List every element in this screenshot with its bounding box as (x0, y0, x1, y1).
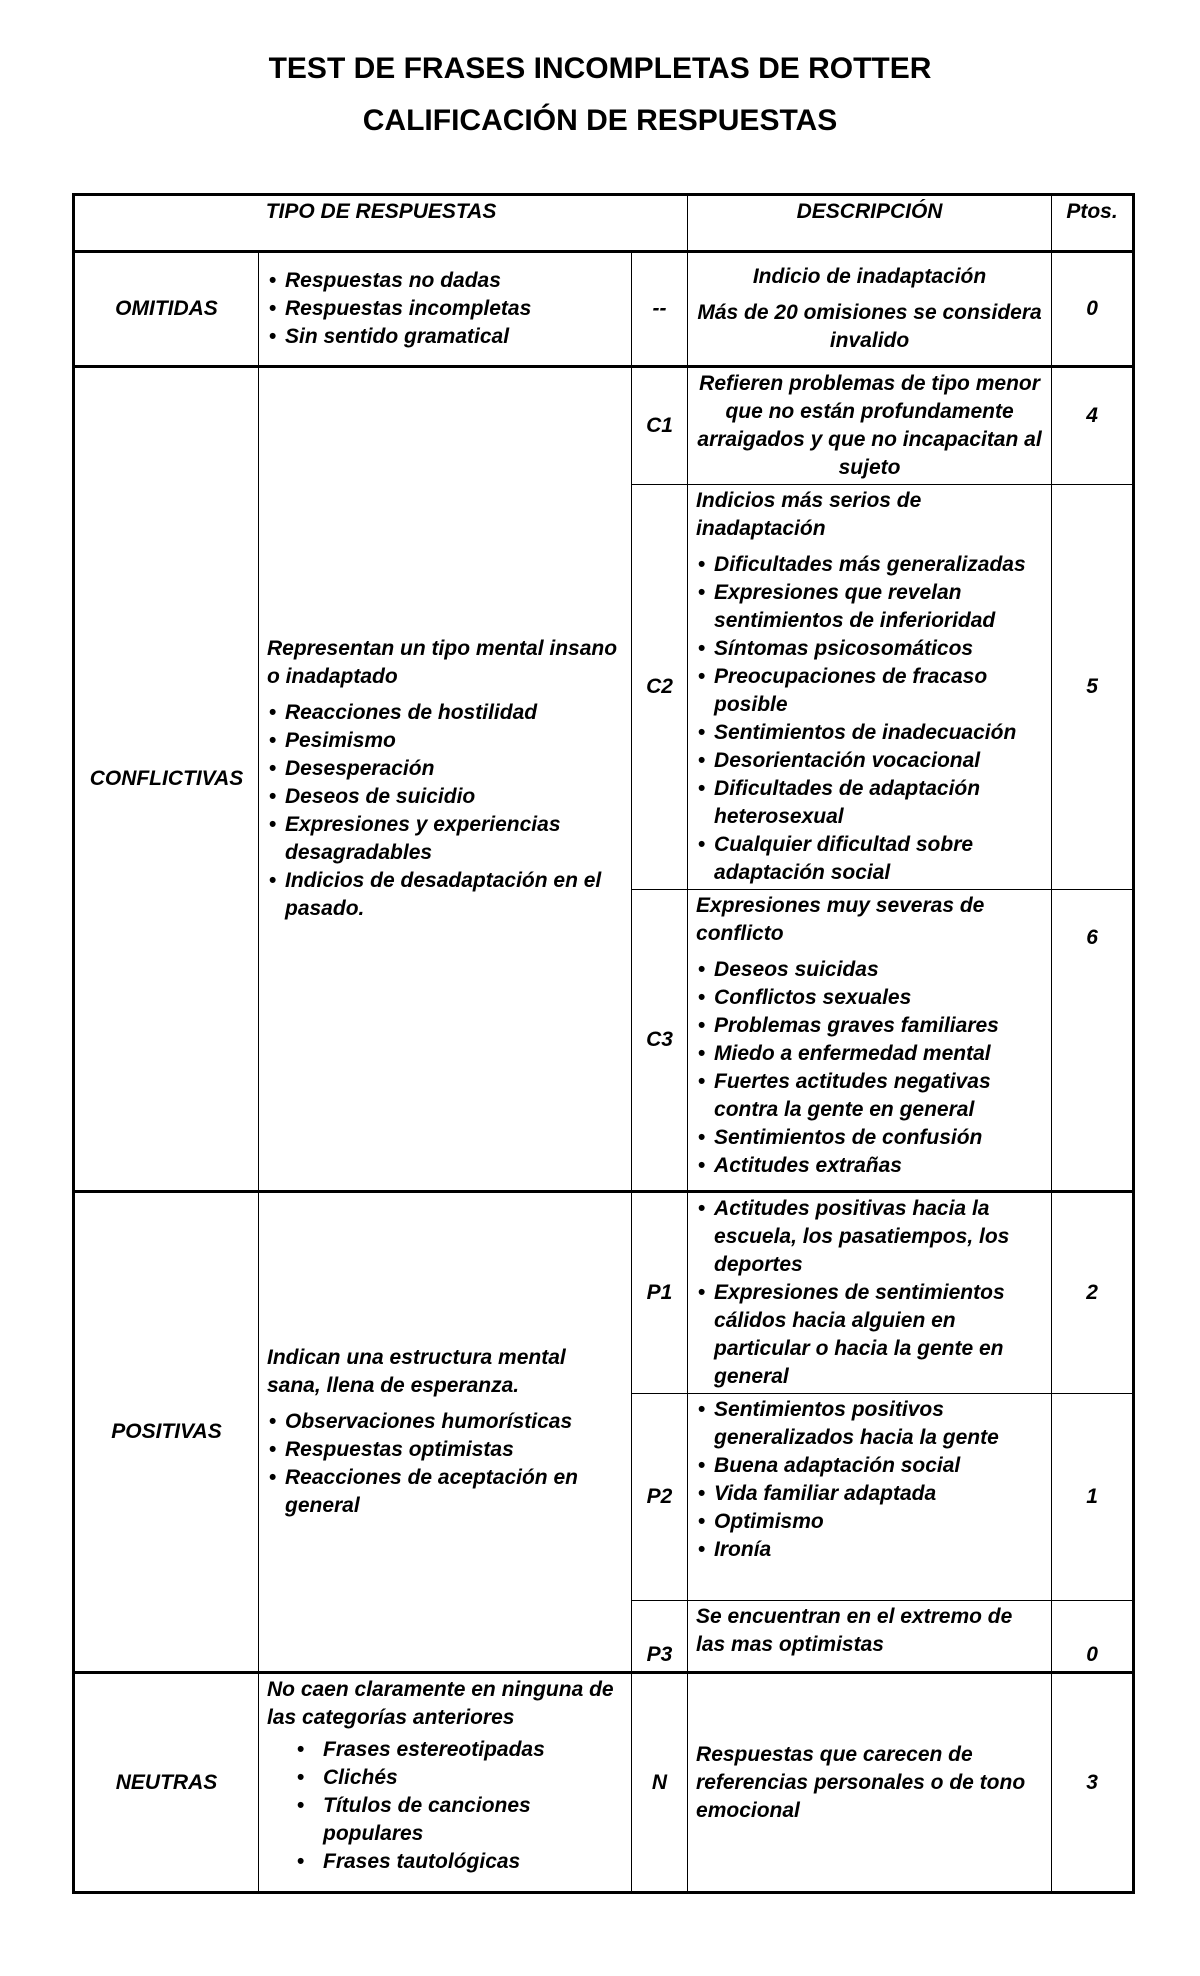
pts-p3: 0 (1052, 1601, 1134, 1673)
pts-neutras: 3 (1052, 1673, 1134, 1893)
row-omitidas (74, 252, 1134, 367)
list-item: • Sentimientos de confusión (696, 1124, 1043, 1152)
omitidas-items (259, 252, 632, 367)
pts-c1: 4 (1052, 367, 1134, 485)
code-neutras: N (632, 1673, 688, 1893)
list-item: • Optimismo (696, 1508, 1043, 1536)
desc-c2 (688, 485, 1052, 890)
code-p2: P2 (632, 1394, 688, 1601)
list-item: • Frases tautológicas (267, 1848, 623, 1876)
list-item: • Miedo a enfermedad mental (696, 1040, 1043, 1068)
list-item: • Actitudes positivas hacia la escuela, los pasatiempos, los deportes (696, 1195, 1043, 1279)
category-positivas: POSITIVAS (74, 1192, 259, 1673)
pts-omitidas: 0 (1052, 252, 1134, 367)
pts-c2: 5 (1052, 485, 1134, 890)
positivas-items (259, 1192, 632, 1673)
row-neutras (74, 1673, 1134, 1893)
list-item: • Dificultades de adaptación heterosexual (696, 775, 1043, 831)
list-item: • Respuestas optimistas (267, 1436, 623, 1464)
conflictivas-items (259, 367, 632, 1192)
list-item: • Frases estereotipadas (267, 1736, 623, 1764)
code-c2: C2 (632, 485, 688, 890)
c3-intro: Expresiones muy severas de conflicto (696, 894, 985, 945)
desc-p2 (688, 1394, 1052, 1601)
list-item: • Buena adaptación social (696, 1452, 1043, 1480)
list-item: • Observaciones humorísticas (267, 1408, 623, 1436)
header-tipo: TIPO DE RESPUESTAS (74, 195, 688, 252)
list-item: • Clichés (267, 1764, 623, 1792)
list-item: • Sin sentido gramatical (267, 323, 623, 351)
list-item: • Cualquier dificultad sobre adaptación social (696, 831, 1043, 887)
list-item: • Deseos de suicidio (267, 783, 623, 811)
pts-p2: 1 (1052, 1394, 1134, 1601)
list-item: • Pesimismo (267, 727, 623, 755)
neutras-intro: No caen claramente en ninguna de las categorías anteriores (267, 1678, 614, 1729)
desc-p1 (688, 1192, 1052, 1394)
list-item: • Ironía (696, 1536, 1043, 1564)
row-p1 (74, 1192, 1134, 1394)
desc-p3: Se encuentran en el extremo de las mas optimistas (688, 1601, 1052, 1673)
list-item: • Desesperación (267, 755, 623, 783)
category-conflictivas: CONFLICTIVAS (74, 367, 259, 1192)
list-item: • Títulos de canciones populares (267, 1792, 623, 1848)
list-item: • Expresiones y experiencias desagradables (267, 811, 623, 867)
pts-p1: 2 (1052, 1192, 1134, 1394)
header-row (74, 195, 1134, 252)
list-item: • Actitudes extrañas (696, 1152, 1043, 1180)
list-item: • Reacciones de hostilidad (267, 699, 623, 727)
desc-omitidas (688, 252, 1052, 367)
conflictivas-intro: Representan un tipo mental insano o inadaptado (267, 637, 618, 688)
desc-neutras: Respuestas que carecen de referencias personales o de tono emocional (688, 1673, 1052, 1893)
code-p3: P3 (632, 1601, 688, 1673)
header-descripcion: DESCRIPCIÓN (688, 195, 1052, 252)
list-item: • Sentimientos positivos generalizados hacia la gente (696, 1396, 1043, 1452)
scoring-table (72, 193, 1135, 1894)
document-subtitle: CALIFICACIÓN DE RESPUESTAS (362, 104, 838, 137)
positivas-intro: Indican una estructura mental sana, llena de esperanza. (267, 1346, 566, 1397)
code-omitidas: -- (632, 252, 688, 367)
list-item: • Síntomas psicosomáticos (696, 635, 1043, 663)
list-item: • Vida familiar adaptada (696, 1480, 1043, 1508)
row-c1 (74, 367, 1134, 485)
code-p1: P1 (632, 1192, 688, 1394)
list-item: • Dificultades más generalizadas (696, 551, 1043, 579)
code-c1: C1 (632, 367, 688, 485)
desc-c3 (688, 890, 1052, 1192)
list-item: • Expresiones que revelan sentimientos de inferioridad (696, 579, 1043, 635)
code-c3: C3 (632, 890, 688, 1192)
category-omitidas: OMITIDAS (74, 252, 259, 367)
desc-line: Indicio de inadaptación (752, 265, 987, 288)
list-item: • Preocupaciones de fracaso posible (696, 663, 1043, 719)
list-item: • Respuestas no dadas (267, 267, 623, 295)
c2-intro: Indicios más serios de inadaptación (696, 489, 922, 540)
list-item: • Fuertes actitudes negativas contra la gente en general (696, 1068, 1043, 1124)
desc-line: Más de 20 omisiones se considera invalido (697, 301, 1042, 352)
list-item: • Expresiones de sentimientos cálidos hacia alguien en particular o hacia la gente en general (696, 1279, 1043, 1391)
list-item: • Problemas graves familiares (696, 1012, 1043, 1040)
list-item: • Sentimientos de inadecuación (696, 719, 1043, 747)
header-ptos: Ptos. (1052, 195, 1134, 252)
list-item: • Indicios de desadaptación en el pasado. (267, 867, 623, 923)
list-item: • Reacciones de aceptación en general (267, 1464, 623, 1520)
list-item: • Deseos suicidas (696, 956, 1043, 984)
category-neutras: NEUTRAS (74, 1673, 259, 1893)
pts-c3: 6 (1052, 890, 1134, 1192)
neutras-items (259, 1673, 632, 1893)
document-title: TEST DE FRASES INCOMPLETAS DE ROTTER (268, 52, 932, 85)
list-item: • Conflictos sexuales (696, 984, 1043, 1012)
desc-c1: Refieren problemas de tipo menor que no están profundamente arraigados y que no incapacitan al sujeto (688, 367, 1052, 485)
list-item: • Desorientación vocacional (696, 747, 1043, 775)
list-item: • Respuestas incompletas (267, 295, 623, 323)
